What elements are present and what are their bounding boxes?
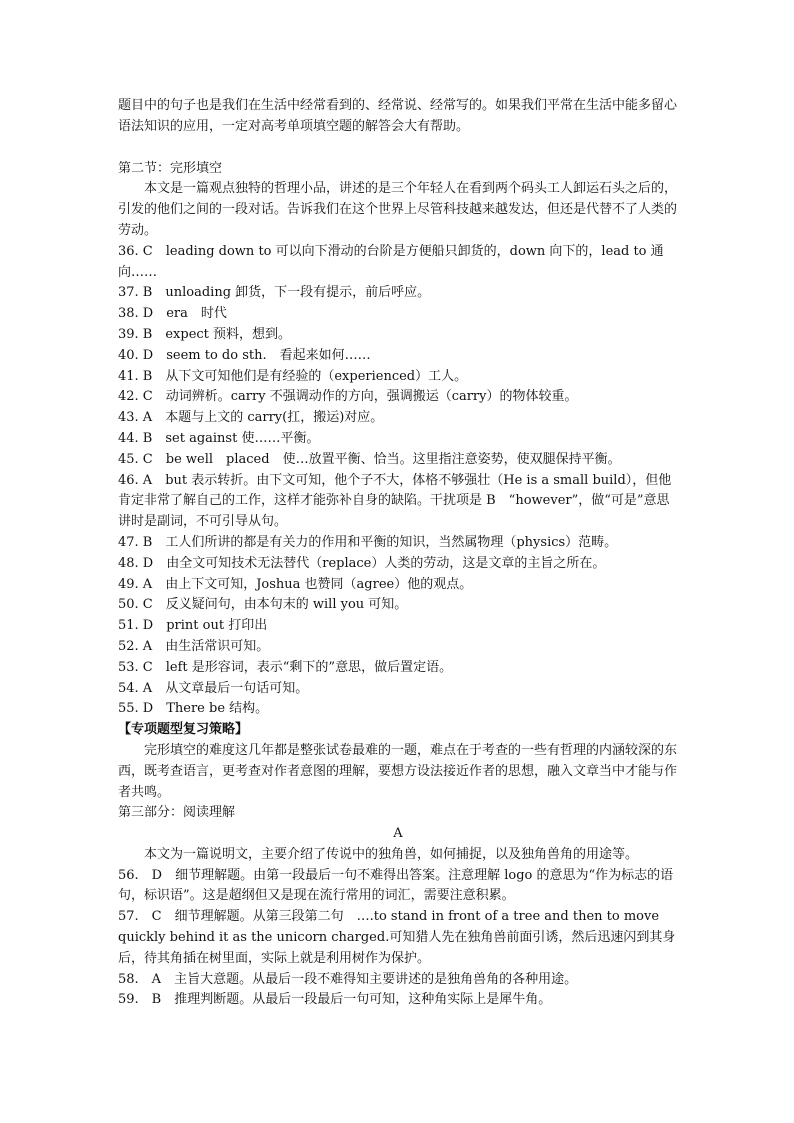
answer-item: 57. C 细节理解题。从第三段第二句 ….to stand in front of a tree and then to move quickly behind it as the unicorn charged.可知猎人先在独角兽前面引诱，然后迅速闪到其身后，待其角插在树里面，实际上就是利用树作为保护。 (118, 909, 676, 966)
answer-item: 44. B set against 使……平衡。 (118, 430, 320, 446)
answer-item: 38. D era 时代 (118, 306, 227, 322)
section3-summary: 本文为一篇说明文，主要介绍了传说中的独角兽，如何捕捉，以及独角兽角的用途等。 (144, 846, 639, 862)
answer-item: 46. A but 表示转折。由下文可知，他个子不大，体格不够强壮（He is a small build），但他肯定非常了解自己的工作，这样才能弥补自身的缺陷。干扰项是 B “however”，做“可是”意思讲时是副词，不可引导从句。 (118, 472, 672, 530)
section2-summary: 本文是一篇观点独特的哲理小品，讲述的是三个年轻人在看到两个码头工人卸运石头之后的，引发的他们之间的一段对话。告诉我们在这个世界上尽管科技越来越发达，但还是代替不了人类的劳动。 (118, 181, 678, 238)
answer-item: 51. D print out 打印出 (118, 618, 268, 634)
answer-item: 48. D 由全文可知技术无法替代（replace）人类的劳动，这是文章的主旨之所在。 (118, 555, 606, 571)
answer-item: 41. B 从下文可知他们是有经验的（experienced）工人。 (118, 368, 468, 384)
strategy-title: 【专项题型复习策略】 (118, 722, 249, 738)
intro-paragraph: 题目中的句子也是我们在生活中经常看到的、经常说、经常写的。如果我们平常在生活中能多留心语法知识的应用，一定对高考单项填空题的解答会大有帮助。 (118, 98, 678, 134)
answer-item: 52. A 由生活常识可知。 (118, 638, 270, 654)
document-content (118, 96, 678, 1011)
answer-item: 49. A 由上下文可知，Joshua 也赞同（agree）他的观点。 (118, 576, 473, 592)
answer-item: 47. B 工人们所讲的都是有关力的作用和平衡的知识，当然属物理（physics）范畴。 (118, 534, 618, 550)
section2-title: 第二节：完形填空 (118, 160, 223, 176)
answer-item: 54. A 从文章最后一句话可知。 (118, 680, 309, 696)
section3-title: 第三部分：阅读理解 (118, 805, 236, 821)
strategy-text: 完形填空的难度这几年都是整张试卷最难的一题，难点在于考查的一些有哲理的内涵较深的东西，既考查语言，更考查对作者意图的理解，要想方设法接近作者的思想，融入文章当中才能与作者共鸣。 (118, 742, 678, 800)
answer-item: 45. C be well placed 使…放置平衡、恰当。这里指注意姿势，使双腿保持平衡。 (118, 451, 621, 467)
answer-item: 50. C 反义疑问句，由本句末的 will you 可知。 (118, 597, 408, 613)
passage-label: A (393, 826, 403, 842)
answer-item: 42. C 动词辨析。carry 不强调动作的方向，强调搬运（carry）的物体较重。 (118, 389, 578, 405)
answer-item: 56. D 细节理解题。由第一段最后一句不难得出答案。注意理解 logo 的意思为“作为标志的语句，标识语”。这是超纲但又是现在流行常用的词汇，需要注意积累。 (118, 867, 674, 904)
answer-item: 55. D There be 结构。 (118, 701, 269, 717)
spacer (118, 138, 678, 159)
answer-item: 37. B unloading 卸货，下一段有提示，前后呼应。 (118, 285, 431, 301)
answer-item: 39. B expect 预料，想到。 (118, 326, 292, 342)
answer-item: 58. A 主旨大意题。从最后一段不难得知主要讲述的是独角兽角的各种用途。 (118, 971, 578, 987)
answer-item: 59. B 推理判断题。从最后一段最后一句可知，这种角实际上是犀牛角。 (118, 992, 552, 1008)
answer-item: 43. A 本题与上文的 carry(扛，搬运)对应。 (118, 410, 384, 426)
answer-item: 40. D seem to do sth. 看起来如何…… (118, 347, 371, 363)
answer-item: 53. C left 是形容词，表示“剩下的”意思，做后置定语。 (118, 659, 453, 675)
answer-item: 36. C leading down to 可以向下滑动的台阶是方便船只卸货的，down 向下的，lead to 通向…… (118, 243, 664, 280)
